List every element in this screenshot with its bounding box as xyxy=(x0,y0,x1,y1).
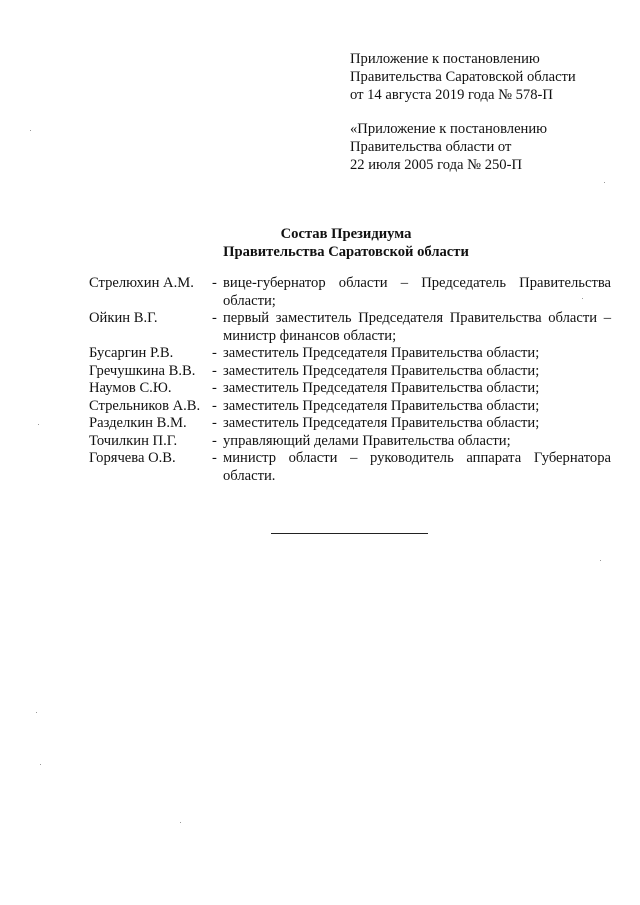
member-row xyxy=(89,450,611,485)
appendix-line: Правительства области от xyxy=(350,139,512,155)
member-role-cell xyxy=(212,345,611,363)
member-role: заместитель Председателя Правительства области; xyxy=(223,380,540,396)
original-appendix-header xyxy=(350,120,547,174)
document-title xyxy=(0,225,640,261)
member-row xyxy=(89,398,611,416)
member-name: Бусаргин Р.В. xyxy=(89,345,174,361)
member-role: министр области – руководитель аппарата Губернатора области. xyxy=(223,450,611,484)
member-role: управляющий делами Правительства области; xyxy=(223,432,511,449)
member-row xyxy=(89,433,611,451)
member-name: Ойкин В.Г. xyxy=(89,310,158,326)
appendix-line: 22 июля 2005 года № 250-П xyxy=(350,157,522,173)
dash: - xyxy=(212,415,217,431)
member-role: заместитель Председателя Правительства области; xyxy=(223,345,540,361)
member-role: заместитель Председателя Правительства области; xyxy=(223,362,540,379)
dash: - xyxy=(212,380,217,396)
member-row xyxy=(89,275,611,310)
member-role: вице-губернатор области – Председатель Правительства области; xyxy=(223,275,611,309)
dash: - xyxy=(212,345,217,361)
member-name: Горячева О.В. xyxy=(89,450,176,466)
members-list xyxy=(89,275,611,485)
appendix-line: от 14 августа 2019 года № 578-П xyxy=(350,87,553,103)
scan-speck xyxy=(40,764,41,765)
appendix-line: Правительства Саратовской области xyxy=(350,69,576,85)
member-name: Стрельников А.В. xyxy=(89,397,201,414)
member-role-cell xyxy=(212,380,611,398)
member-role-cell xyxy=(212,310,611,345)
dash: - xyxy=(212,432,217,449)
member-name: Стрелюхин А.М. xyxy=(89,275,194,291)
member-role-cell xyxy=(212,275,611,310)
appendix-header xyxy=(350,50,576,104)
member-role-cell xyxy=(212,398,611,416)
member-name: Гречушкина В.В. xyxy=(89,362,196,379)
member-role: заместитель Председателя Правительства области; xyxy=(223,415,540,431)
dash: - xyxy=(212,450,217,466)
member-row xyxy=(89,345,611,363)
member-row xyxy=(89,363,611,381)
member-row xyxy=(89,380,611,398)
member-name: Точилкин П.Г. xyxy=(89,432,178,449)
title-line: Состав Президиума xyxy=(280,226,412,242)
scan-speck xyxy=(582,298,583,299)
scan-speck xyxy=(600,560,601,561)
member-role-cell xyxy=(212,450,611,485)
appendix-line: «Приложение к постановлению xyxy=(350,121,548,137)
member-role-cell xyxy=(212,415,611,433)
member-row xyxy=(89,310,611,345)
scan-speck xyxy=(38,424,39,425)
scan-speck xyxy=(180,822,181,823)
member-name: Разделкин В.М. xyxy=(89,415,187,431)
dash: - xyxy=(212,397,217,414)
dash: - xyxy=(212,275,217,291)
closing-rule xyxy=(271,533,428,534)
scan-speck xyxy=(604,182,605,183)
member-role-cell xyxy=(212,363,611,381)
title-line: Правительства Саратовской области xyxy=(223,244,469,260)
appendix-line: Приложение к постановлению xyxy=(350,51,540,67)
member-name: Наумов С.Ю. xyxy=(89,380,172,396)
scan-speck xyxy=(30,130,31,131)
member-role: первый заместитель Председателя Правительства области – министр финансов области; xyxy=(223,310,611,344)
member-row xyxy=(89,415,611,433)
scan-speck xyxy=(36,712,37,713)
dash: - xyxy=(212,362,217,379)
dash: - xyxy=(212,310,217,326)
member-role: заместитель Председателя Правительства области; xyxy=(223,397,540,414)
member-role-cell xyxy=(212,433,611,451)
